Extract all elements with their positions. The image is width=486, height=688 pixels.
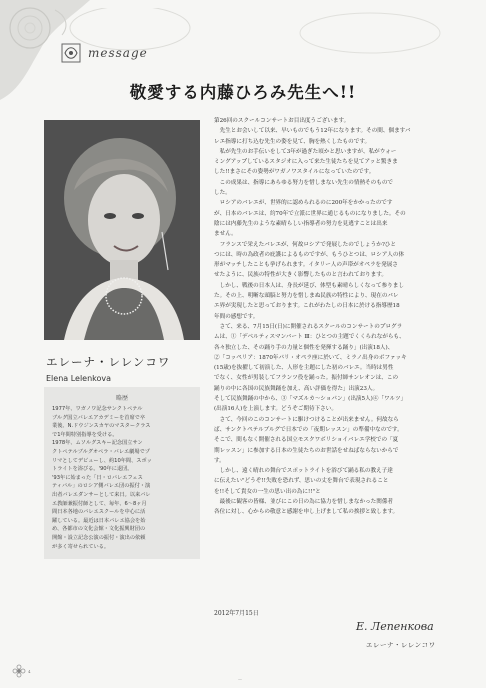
letter-date: 2012年7月15日 (214, 610, 259, 617)
biography-line: リマとしてデビューし、約10年間、スポッ (52, 457, 152, 464)
handwritten-signature: E. Лепенкова (356, 620, 434, 633)
biography-line: 出者バレエダンサーとして来日。以来バレ (52, 491, 151, 498)
letter-line: さて、今回のこのコンサートに駆けつけることが出来ません。何故なら (214, 416, 399, 423)
letter-line: せたように、民族の特性が大きく影響したものと言われております。 (214, 272, 387, 279)
letter-line: した!!まさにその姿勢がワガノワスタイルになっていたのです。 (214, 169, 375, 176)
signature-name: エレーナ・レレンコワ (366, 641, 436, 649)
letter-line: ②「コッペリア：1870年パリ・オペラ座に於いて、ミラノ出身のボファッキ (214, 354, 407, 361)
letter-line: 陰には内藤先生のような素晴らしい指導者の努力を見逃すことは出来 (214, 220, 388, 227)
profile-name-japanese: エレーナ・レレンコワ (46, 355, 171, 369)
section-label: message (88, 46, 148, 60)
letter-line: つには、時の為政者の庇護によるものですが、もうひとつは、ロシア人の体 (214, 251, 405, 258)
biography-line: 業後、N.ドウジンスカヤのマスタークラス (52, 423, 151, 430)
letter-line: ば、サンクトペテルブルグで日本での「夜期レッスン」の準備中なのです。 (214, 426, 403, 433)
biography-line: で1年間特別指導を受ける。 (52, 431, 118, 438)
letter-line: が、日本のバレエは、約70年で立派に世界に通じるものになりました。その (214, 210, 406, 217)
letter-line: した。 (214, 190, 231, 197)
section-header (60, 42, 148, 64)
flower-ornament-icon (12, 664, 26, 678)
letter-line: レエ指導に打ち込む先生の姿を見て、胸を熱くしたものです。 (214, 138, 371, 145)
letter-line: 各々独立した、その踊り手の力量と個性を発揮する踊り」(出演18人)、 (214, 344, 394, 351)
letter-line: 最後に観客の皆様、並びにこの日の為に協力を惜しまなかった関係者 (214, 498, 394, 505)
biography-line: クトペテルブルグオペラ・バレエ劇場でプ (52, 448, 150, 455)
biography-line: ティバル」のロシア側バレエ団の振付・演 (52, 483, 151, 490)
letter-line: ミングアップしているスタジオに入って来た生徒たちを見てアッと驚きま (214, 159, 398, 166)
letter-line: この成果は、指導にあらゆる努力を惜しまない先生の情熱そのもので (214, 179, 394, 186)
letter-line: さて、来る、7月15日(日)に開催されるスクールのコンサートのプログラ (214, 323, 403, 330)
letter-line: そこで、間もなく開催される国立モスクワボリショイバレエ学校での「夏 (214, 437, 399, 444)
letter-line: す。 (214, 457, 225, 464)
letter-line: (出演16人)を上演します。どうぞご期待下さい。 (214, 406, 337, 413)
portrait-photo (44, 120, 200, 340)
letter-line: しかし、遠く晴れの舞台でスポットライトを浴びて踊る私の教え子達 (214, 468, 393, 475)
biography-line: が多く寄せられている。 (52, 543, 110, 550)
letter-line: 年間の感想です。 (214, 313, 259, 320)
letter-line: 私が先生のお手伝いをして3年が過ぎた頃かと思いますが、私がウォー (214, 148, 397, 155)
flourish-icon (60, 42, 82, 64)
biography-line: '93年に始まった「日・ロバレエフェス (52, 474, 143, 481)
letter-line: ロシアのバレエが、世界的に認められるのに200年をかかったのです (214, 200, 393, 207)
letter-line: そして民族舞踊の中から、③「マズルカ～ショパン」(出演5人)④「ワルツ」 (214, 396, 407, 403)
biography-line: エ教師兼振付師として、毎年、6～8ヶ月 (52, 500, 147, 507)
biography-line: 開館・設立記念公演の振付・演出の依頼 (52, 534, 146, 541)
letter-line: しかし、戦後の日本人は、身長が延び、体型も素晴らしくなって参りまし (214, 282, 404, 289)
letter-line: 先生とお会いして以来、早いものでもう12年になります。その間、個ますバ (214, 128, 411, 135)
letter-body (214, 116, 450, 518)
letter-line: フランスで栄えたバレエが、何故ロシアで発展したのでしょうか?ひと (214, 241, 396, 248)
footer-mark: — (238, 676, 242, 681)
biography-line: トライトを浴びる。'90年に退団。 (52, 466, 133, 473)
letter-line: 第26回のスクールコンサートお目出度うございます。 (214, 118, 350, 124)
biography-heading: 略歴 (115, 395, 128, 402)
biography-box (44, 387, 200, 559)
biography-line: 間日本各地のバレエスクールを中心に活 (52, 509, 146, 516)
page-number: 4 (28, 669, 31, 674)
letter-line: (15歳)を抜擢して初演した、人形を主題にした初のバレエ。当時は男性 (214, 365, 394, 372)
letter-line: エ界が実現したと思っております。これがわたしの日本に於ける指導歴18 (214, 303, 400, 310)
biography-line: 躍している。最近は日本バレエ協会を始 (52, 517, 146, 524)
biography-line: め、各都市の文化会館・文化振興財団の (52, 526, 146, 533)
profile-card (44, 354, 200, 559)
biography-line: 1978年、ムソルグスキー記念国立サン (52, 440, 143, 447)
letter-line: 形がマッチしたことも挙げられます。イタリー人の声帯がオペラを発展さ (214, 262, 398, 269)
letter-line: でなく、女性が男装してフランツ役を踊った。振付師サンレオンは、この (214, 375, 399, 382)
letter-line: 期レッスン」に参加する日本の生徒たちのお世話をせねばならないからで (214, 447, 399, 454)
letter-line: ムは、①「デベルティスマンバート Ⅲ：ひとつの主題でくくられながらも、 (214, 334, 405, 341)
biography-line: 1977年、ワガノワ記念サンクトペテル (52, 406, 143, 412)
profile-name-english: Elena Lelenkova (46, 374, 112, 383)
letter-line: 各位に対し、心からの敬意と感謝を申し上げまして私の挨拶と致します。 (214, 509, 399, 516)
letter-line: た。その上、明晰な頭脳と努力を惜しまぬ民族の特性により、現在のバレ (214, 293, 399, 300)
page-title: 敬愛する内藤ひろみ先生へ!! (129, 83, 357, 102)
letter-line: 踊りの中に各国の民族舞踊を加え、高い評価を得た」出演23人。 (214, 385, 379, 392)
letter-line: ません。 (214, 231, 237, 238)
biography-line: ブルグ国立バレエアカデミーを首席で卒 (52, 414, 146, 421)
letter-line: を!!そして貴女の一生の思い出の為に!!"と (214, 488, 321, 495)
letter-line: に伝えたい"どうぞ!!失敗を恐れず、思いの丈を舞台で表現されること (214, 478, 389, 485)
